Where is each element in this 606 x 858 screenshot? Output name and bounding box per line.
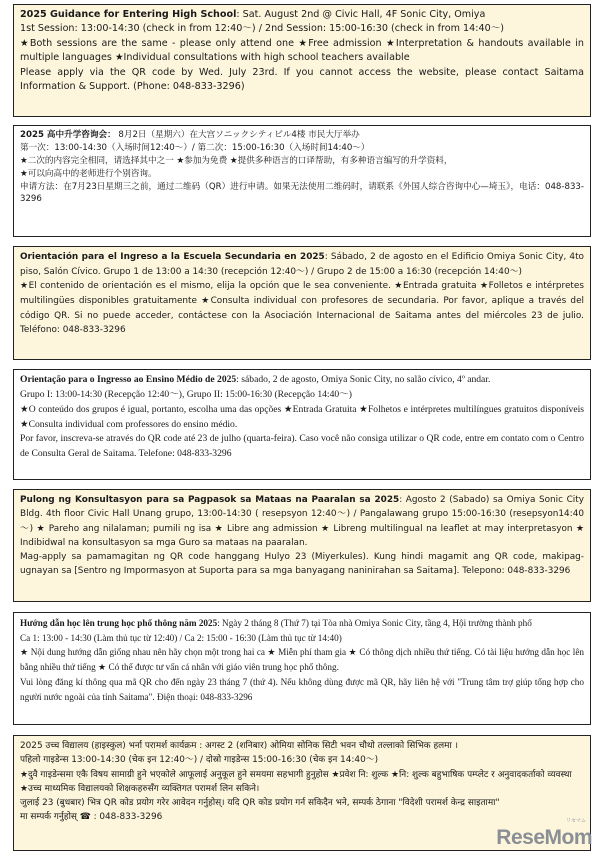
spanish-details: : Sábado, 2 de agosto en el Edificio Omiya Sonic City, 4to piso, Salón Cívico. Grupo 1 de 13:00 a 14:30 (recepción 12:40～) / Grupo 2 de 15:00 a 16:30 (recepción 14:40～) <box>20 252 584 277</box>
tagalog-apply: Mag-apply sa pamamagitan ng QR code hanggang Hulyo 23 (Miyerkules). Kung hindi magamit ang QR code, makipag-ugnayan sa [Sentro ng Impormasyon at Suporta para sa mga banyagang naninirahan sa Saitama]. Telepono: 048-833-3296 <box>20 552 584 577</box>
english-sessions: 1st Session: 13:00-14:30 (check in from 12:40～) / 2nd Session: 15:00-16:30 (check in from 14:40～) <box>20 23 505 35</box>
vietnamese-date-place: : Ngày 2 tháng 8 (Thứ 7) tại Tòa nhà Omiya Sonic City, tầng 4, Hội trường thành phố <box>217 618 532 628</box>
nepali-sessions: पहिलो गाइडेन्स 13:00-14:30 (चेक इन 12:40～) / दोस्रो गाइडेन्स 15:00-16:30 (चेक इन 14:40～) <box>20 755 379 766</box>
resemom-logo: ReseMom <box>496 826 592 849</box>
english-apply: Please apply via the QR code by Wed. July 23rd. If you cannot access the website, please contact Saitama Information & Support. (Phone: 048-833-3296) <box>20 66 584 92</box>
chinese-date-place: 8月2日（星期六）在大宫ソニックシティビル4楼 市民大厅举办 <box>115 130 360 140</box>
portuguese-apply: Por favor, inscreva-se através do QR code até 23 de julho (quarta-feira). Caso você não consiga utilizar o QR code, entre em contato com o Centro de Consulta Geral de Saitama. Telefone: 048-833-3296 <box>20 433 584 460</box>
english-title: 2025 Guidance for Entering High School <box>20 9 237 20</box>
chinese-feature-1: ★二次的内容完全相同，请选择其中之一 ★参加为免费 ★提供多种语言的口译帮助，有多种语言编写的升学资料， <box>20 155 453 166</box>
portuguese-title: Orientação para o Ingresso ao Ensino Médio de 2025 <box>20 374 237 385</box>
spanish-title: Orientación para el Ingreso a la Escuela Secundaria en 2025 <box>20 252 325 262</box>
chinese-feature-2: ★可以向高中的老师进行个别咨询。 <box>20 168 157 179</box>
nepali-apply: जुलाई 23 (बुधबार) भित्र QR कोड प्रयोग गरेर आवेदन गर्नुहोस्। यदि QR कोड प्रयोग गर्न सकिदैन भने, सम्पर्क ठेगाना "विदेशी परामर्श केन्द्र साइतामा" मा सम्पर्क गर्नुहोस् ☎ : 048-833-3296 <box>20 798 500 823</box>
english-date-place: : Sat. August 2nd @ Civic Hall, 4F Sonic City, Omiya <box>236 9 486 20</box>
tagalog-details: : Agosto 2 (Sabado) sa Omiya Sonic City Bldg. 4th floor Civic Hall Unang grupo, 13:00-14:30 ( resepsyon 12:40～) / Pangalawang grupo 15:00-16:30 (resepsyon14:40～) ★ Pareho ang nilalaman; pumili ng isa ★ Libre ang admission ★ Libreng multilingual na leaflet at may interpretasyon ★ Indibidwal na konsultasyon sa mga Guro sa mataas na paaralan. <box>20 495 584 548</box>
vietnamese-title: Hướng dẫn học lên trung học phổ thông năm 2025 <box>20 618 218 628</box>
chinese-section <box>13 125 591 237</box>
portuguese-groups: Grupo I: 13:00-14:30 (Recepção 12:40～), Grupo II: 15:00-16:30 (Recepção 14:40～) <box>20 388 352 400</box>
nepali-title: 2025 उच्च विद्यालय (हाइस्कुल) भर्ना परामर्श कार्यक्रम : अगस्ट 2 (शनिबार) ओमिया सोनिक सिटी भवन चौथो तल्लाको सिभिक हलमा । <box>20 741 458 751</box>
spanish-section <box>13 246 591 360</box>
tagalog-section <box>13 489 591 602</box>
chinese-sessions: 第一次：13:00-14:30（入场时间12:40～）/ 第二次：15:00-16:30（入场时间14:40～） <box>20 142 370 153</box>
vietnamese-features: ★ Nội dung hướng dẫn giống nhau nên hãy chọn một trong hai ca ★ Miễn phí tham gia ★ Có thông dịch nhiều thứ tiếng. Có tài liệu hướng dẫn học lên bằng nhiều thứ tiếng ★ Có thể được tư vấn cá nhân với giáo viên trung học phổ thông. <box>20 647 584 673</box>
vietnamese-sessions: Ca 1: 13:00 - 14:30 (Làm thủ tục từ 12:40) / Ca 2: 15:00 - 16:30 (Làm thủ tục từ 14:40) <box>20 632 342 643</box>
spanish-features: ★El contenido de orientación es el mismo, elija la opción que le sea conveniente. ★Entrada gratuita ★Folletos e intérpretes multilingües disponibles gratuitamente ★Consulta individual con profesores de secundaria. Por favor, aplique a través del código QR. Si no puede acceder, contáctese con la Asociación Internacional de Saitama antes del miércoles 23 de julio. Teléfono: 048-833-3296 <box>20 281 584 336</box>
chinese-apply: 申请方法：在7月23日星期三之前，通过二维码（QR）进行申请。如果无法使用二维码时，请联系《外国人综合咨询中心—埼玉》，电话：048-833-3296 <box>20 181 584 205</box>
chinese-title: 2025 高中升学咨询会： <box>20 130 116 140</box>
english-features: ★Both sessions are the same - please only attend one ★Free admission ★Interpretation & handouts available in multiple languages ★Individual consultations with high school teachers available <box>20 37 584 64</box>
resemom-logo-tagline: リセマム <box>566 818 586 824</box>
portuguese-date-place: : sábado, 2 de agosto, Omiya Sonic City, no salão cívico, 4º andar. <box>236 374 491 385</box>
portuguese-features: ★O conteúdo dos grupos é igual, portanto, escolha uma das opções ★Entrada Gratuita ★Folhetos e intérpretes multilíngues gratuitos disponíveis ★Consulta individual com professores do ensino médio. <box>20 403 584 430</box>
vietnamese-section <box>13 612 591 725</box>
english-section <box>13 4 591 117</box>
portuguese-section <box>13 369 591 480</box>
nepali-features: ★दुवै गाइडेन्समा एकै विषय सामाग्री हुने भएकोले आफूलाई अनुकूल हुने समयमा सहभागी हुनुहोस ★प्रवेश नि: शुल्क ★नि: शुल्क बहुभाषिक पम्प्लेट र अनुवादकर्ताको व्यवस्था ★उच्च माध्यमिक विद्यालयको शिक्षकहरुसँग व्यक्तिगत परामर्श लिन सकिने। <box>20 769 572 794</box>
tagalog-title: Pulong ng Konsultasyon para sa Pagpasok sa Mataas na Paaralan sa 2025 <box>20 495 400 505</box>
vietnamese-apply: Vui lòng đăng kí thông qua mã QR cho đến ngày 23 tháng 7 (thứ 4). Nếu không dùng được mã QR, hãy liên hệ với "Trung tâm trợ giúp tổng hợp cho người nước ngoài của tỉnh Saitama". Điện thoại: 048-833-3296 <box>20 676 584 702</box>
